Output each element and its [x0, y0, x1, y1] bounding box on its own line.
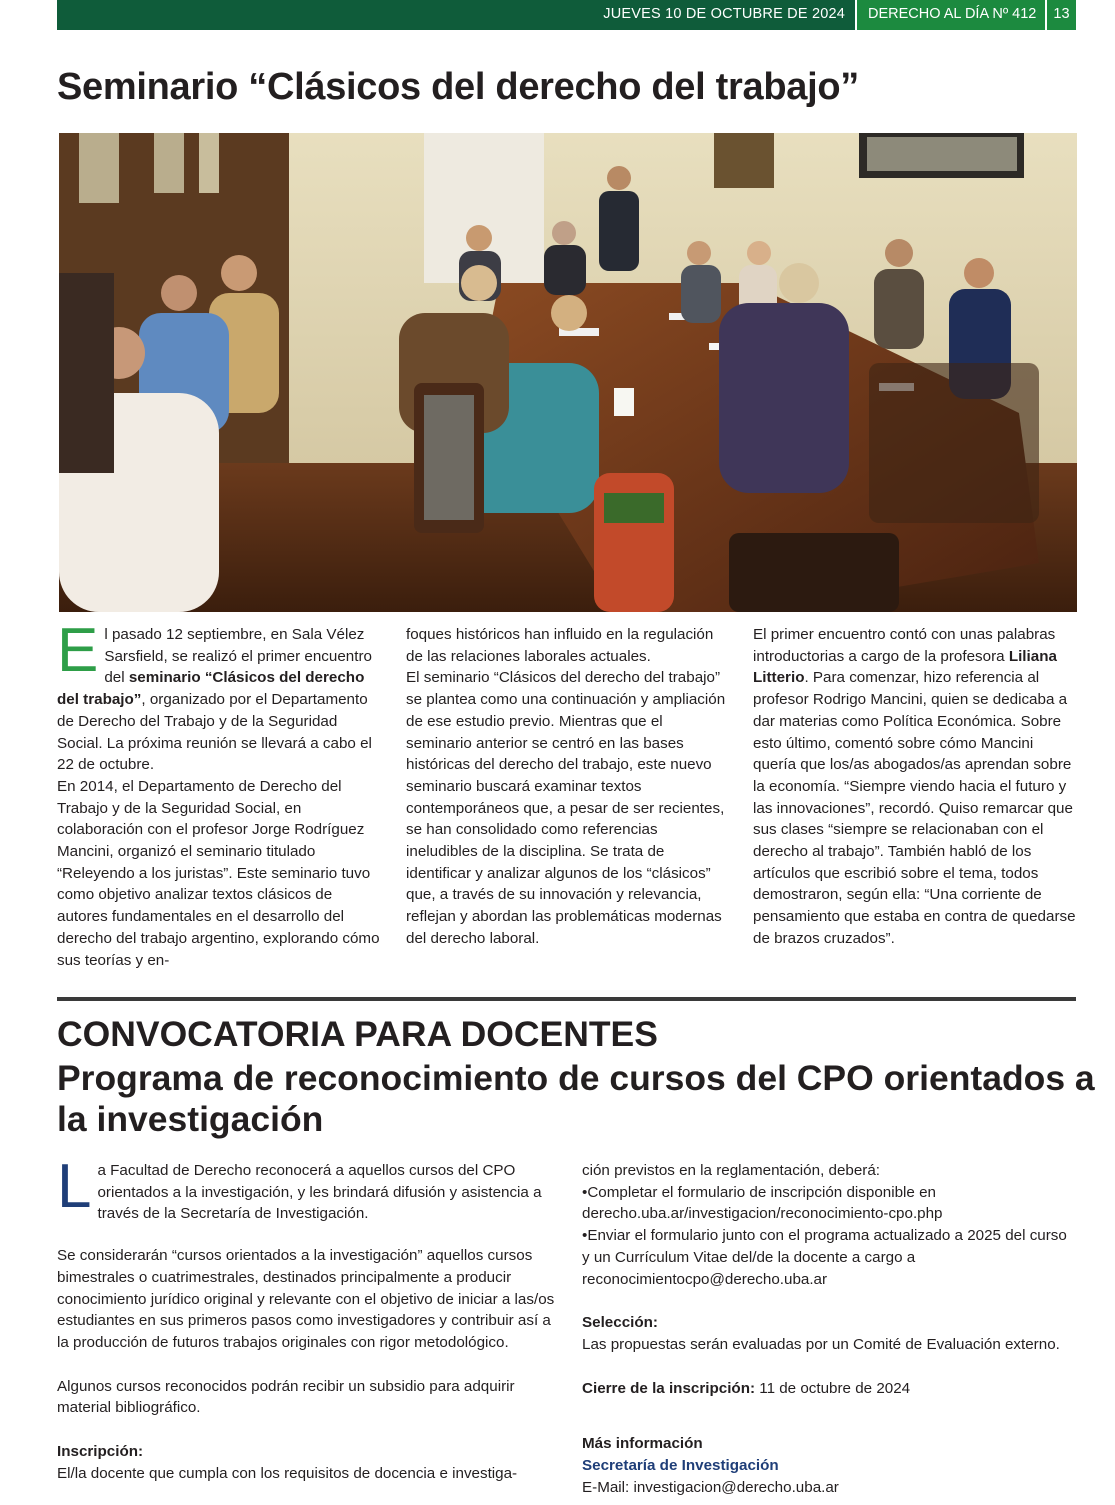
article2-column-2: [582, 1160, 1077, 1498]
page-header: [57, 0, 1076, 30]
article-title: Seminario “Clásicos del derecho del trabajo”: [57, 66, 859, 108]
paragraph: Se considerarán “cursos orientados a la investigación” aquellos cursos bimestrales o cuatrimestrales, destinados principalmente a producir conocimiento jurídico original y relevante con el objetivo de iniciar a las/os estudiantes en sus primeros pasos como investigadores y contribuir así a la producción de futuros trabajos originales con rigor metodológico.: [57, 1247, 555, 1351]
paragraph: El seminario “Clásicos del derecho del trabajo” se plantea como una continuación y ampliación de ese estudio previo. Mientras que el seminario anterior se centró en las bases históricas del derecho del trabajo, este nuevo seminario buscará examinar textos contemporáneos que, a pesar de ser recientes, se han consolidado como referencias ineludibles de la disciplina. Se trata de identificar y analizar algunos de los “clásicos” que, a través de su innovación y relevancia, reflejan y abordan las problemáticas modernas del derecho laboral.: [406, 669, 726, 947]
paragraph-text: , organizado por el Departamento de Derecho del Trabajo y de la Seguridad Social. La próxima reunión se llevará a cabo el 22 de octubre.: [57, 691, 372, 774]
article2-column-1: [57, 1152, 557, 1484]
paragraph-text: a Facultad de Derecho reconocerá a aquellos cursos del CPO orientados a la investigación, y les brindará difusión y asistencia a través de la Secretaría de Investigación.: [97, 1162, 542, 1223]
contact-email[interactable]: E-Mail: investigacion@derecho.uba.ar: [582, 1478, 839, 1496]
section-divider: [57, 997, 1076, 1001]
paragraph: Algunos cursos reconocidos podrán recibir un subsidio para adquirir material bibliográfico.: [57, 1377, 515, 1417]
bullet-item: •Completar el formulario de inscripción disponible en derecho.uba.ar/investigacion/reconocimiento-cpo.php: [582, 1183, 943, 1223]
drop-cap: E: [57, 616, 99, 685]
secretaria-link[interactable]: Secretaría de Investigación: [582, 1457, 779, 1475]
paragraph: Las propuestas serán evaluadas por un Comité de Evaluación externo.: [582, 1335, 1060, 1353]
paragraph-text: . Para comenzar, hizo referencia al profesor Rodrigo Mancini, quien se dedicaba a dar materias como Política Económica. Sobre esto último, comentó sobre cómo Mancini quería que los/as abogados/as aprendan sobre la economía. “Siempre viendo hacia el futuro y las innovaciones”, recordó. Quiso remarcar que sus clases “siempre se relacionaban con el derecho al trabajo”. También habló de los artículos que escribió sobre el tema, todos demostraron, según ella: “Una corriente de pensamiento que estaba en contra de quedarse de brazos cruzados”.: [753, 669, 1076, 947]
selection-label: Selección:: [582, 1314, 658, 1332]
section-kicker: CONVOCATORIA PARA DOCENTES: [57, 1014, 658, 1054]
seminar-name: seminario “Clásicos del derecho del trabajo”: [57, 669, 365, 709]
paragraph: El/la docente que cumpla con los requisitos de docencia e investiga-: [57, 1464, 518, 1482]
header-date-band: [57, 0, 855, 30]
paragraph-text: El primer encuentro contó con unas palabras introductorias a cargo de la profesora: [753, 626, 1056, 665]
article-column-1: [57, 616, 384, 971]
seminar-photo: [59, 133, 1077, 612]
header-publication: DERECHO AL DÍA Nº 412: [855, 0, 1045, 30]
deadline-value: 11 de octubre de 2024: [755, 1379, 911, 1397]
paragraph: foques históricos han influido en la regulación de las relaciones laborales actuales.: [406, 626, 714, 665]
article-column-3: [753, 624, 1077, 950]
paragraph: ción previstos en la reglamentación, deberá:: [582, 1162, 881, 1179]
bullet-item: •Enviar el formulario junto con el programa actualizado a 2025 del curso y un Currículum Vitae del/de la docente a cargo a reconocimientocpo@derecho.uba.ar: [582, 1227, 1067, 1288]
article-title: Programa de reconocimiento de cursos del CPO orientados a la investigación: [57, 1058, 1095, 1139]
drop-cap: L: [57, 1152, 92, 1221]
page-number: 13: [1045, 0, 1076, 30]
paragraph: En 2014, el Departamento de Derecho del Trabajo y de la Seguridad Social, en colaboración con el profesor Jorge Rodríguez Mancini, organizó el seminario titulado “Releyendo a los juristas”. Este seminario tuvo como objetivo analizar textos clásicos de autores fundamentales en el desarrollo del derecho del trabajo argentino, explorando cómo sus teorías y en-: [57, 777, 380, 969]
inscription-label: Inscripción:: [57, 1443, 144, 1461]
more-info-label: Más información: [582, 1435, 703, 1453]
deadline-label: Cierre de la inscripción:: [582, 1379, 756, 1397]
header-date: JUEVES 10 DE OCTUBRE DE 2024: [603, 6, 845, 22]
paragraph-text: l pasado 12 septiembre, en Sala Vélez Sarsfield, se realizó el primer encuentro del: [104, 626, 372, 687]
speaker-name: Liliana Litterio: [753, 647, 1057, 687]
article-column-2: [406, 624, 732, 950]
